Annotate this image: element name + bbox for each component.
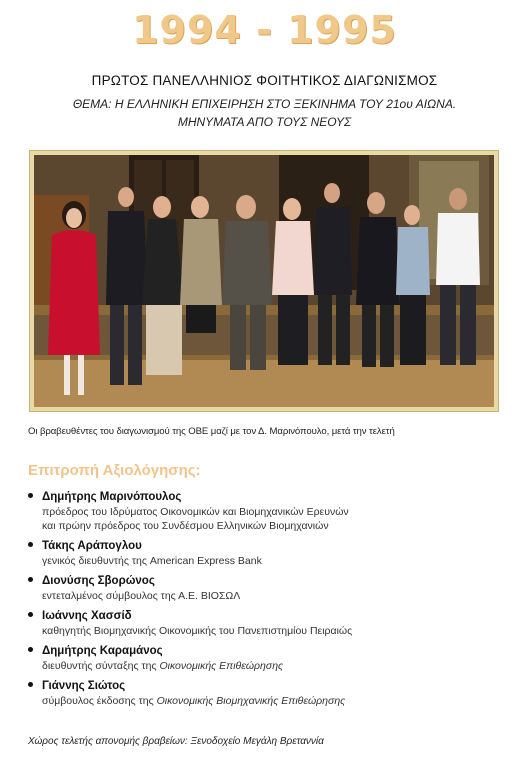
member-name: Τάκης Αράπογλου bbox=[42, 540, 142, 552]
member-role-publication: Οικονομικής Επιθεώρησης bbox=[159, 660, 284, 672]
member-role-prefix: σύμβουλος έκδοσης της bbox=[42, 695, 157, 707]
member-role bbox=[42, 659, 508, 673]
member-name: Ιωάννης Χασσίδ bbox=[42, 610, 132, 622]
member-role bbox=[42, 694, 508, 708]
group-photo bbox=[30, 151, 498, 411]
bullet-icon bbox=[28, 493, 33, 498]
committee-heading: Επιτροπή Αξιολόγησης: bbox=[28, 462, 201, 479]
member-role: και πρώην πρόεδρος του Συνδέσμου Ελληνικών Βιομηχανιών bbox=[42, 520, 329, 532]
ceremony-venue: Χώρος τελετής απονομής βραβείων: Ξενοδοχείο Μεγάλη Βρεταννία bbox=[28, 736, 324, 747]
theme-line-1: ΘΕΜΑ: Η ΕΛΛΗΝΙΚΗ ΕΠΙΧΕΙΡΗΣΗ ΣΤΟ ΞΕΚΙΝΗΜΑ ΤΟΥ 21ου ΑΙΩΝΑ. bbox=[72, 97, 457, 111]
list-item bbox=[28, 574, 508, 603]
member-name: Δημήτρης Καραμάνος bbox=[42, 645, 163, 657]
list-item bbox=[28, 539, 508, 568]
theme-line-2: ΜΗΝΥΜΑΤΑ ΑΠΟ ΤΟΥΣ ΝΕΟΥΣ bbox=[177, 115, 352, 129]
page-title: ΠΡΩΤΟΣ ΠΑΝΕΛΛΗΝΙΟΣ ΦΟΙΤΗΤΙΚΟΣ ΔΙΑΓΩΝΙΣΜΟΣ bbox=[91, 73, 438, 88]
list-item bbox=[28, 679, 508, 708]
bullet-icon bbox=[28, 542, 33, 547]
member-role: γενικός διευθυντής της American Express Bank bbox=[42, 555, 262, 567]
bullet-icon bbox=[28, 647, 33, 652]
member-name: Διονύσης Σβορώνος bbox=[42, 575, 155, 587]
bullet-icon bbox=[28, 577, 33, 582]
bullet-icon bbox=[28, 682, 33, 687]
list-item bbox=[28, 609, 508, 638]
member-role-prefix: διευθυντής σύνταξης της bbox=[42, 660, 160, 672]
photo-caption: Οι βραβευθέντες του διαγωνισμού της ΟΒΕ μαζί με τον Δ. Μαρινόπουλο, μετά την τελετή bbox=[28, 426, 395, 437]
years-heading: 1994 - 1995 bbox=[132, 8, 397, 52]
member-role-publication: Οικονομικής Βιομηχανικής Επιθεώρησης bbox=[156, 695, 346, 707]
member-role: καθηγητής Βιομηχανικής Οικονομικής του Πανεπιστημίου Πειραιώς bbox=[42, 625, 353, 637]
bullet-icon bbox=[28, 612, 33, 617]
member-name: Δημήτρης Μαρινόπουλος bbox=[42, 491, 182, 503]
committee-list bbox=[28, 490, 508, 714]
member-name: Γιάννης Σιώτος bbox=[42, 680, 126, 692]
member-role: εντεταλμένος σύμβουλος της Α.Ε. ΒΙΟΣΩΛ bbox=[42, 590, 241, 602]
list-item bbox=[28, 490, 508, 533]
member-role: πρόεδρος του Ιδρύματος Οικονομικών και Βιομηχανικών Ερευνών bbox=[42, 506, 349, 518]
list-item bbox=[28, 644, 508, 673]
